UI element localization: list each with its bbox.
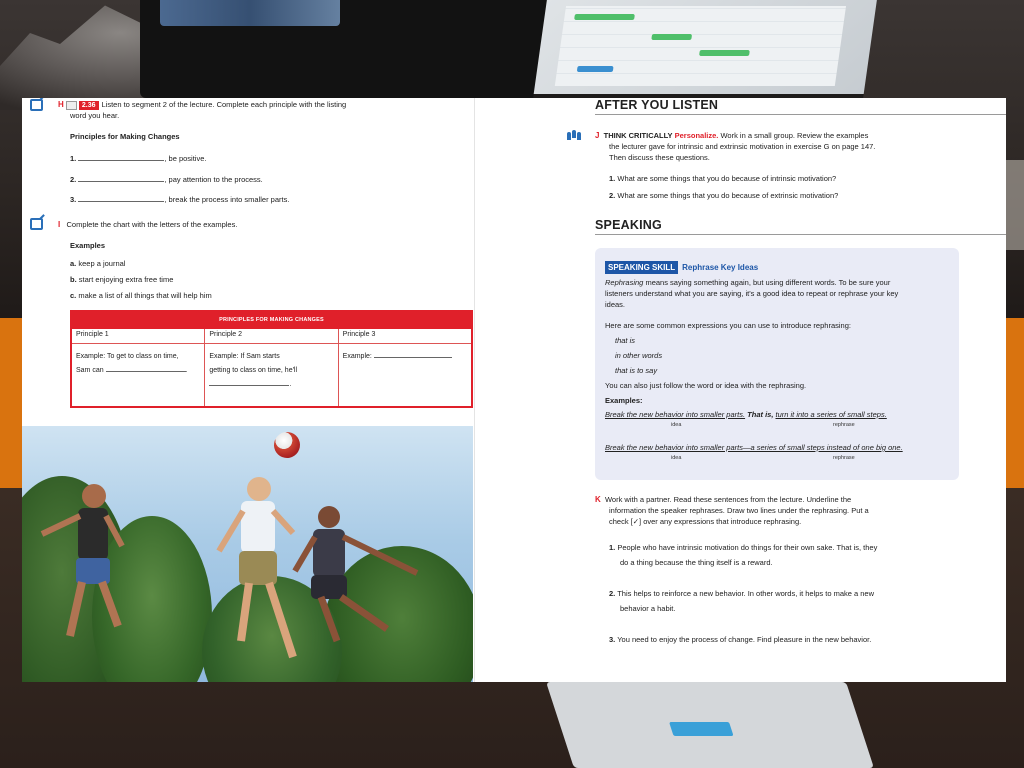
exercise-k: K Work with a partner. Read these sentences from the lecture. Underline the: [595, 495, 852, 504]
chart-column: Principle 2 Example: If Sam starts getting to class on time, he'll .: [205, 329, 338, 406]
skill-title: Rephrase Key Ideas: [682, 263, 759, 272]
right-page: [474, 98, 1006, 682]
principles-chart: [70, 310, 473, 408]
list-item: 1. , be positive.: [70, 154, 207, 163]
chart-column: Principle 1 Example: To get to class on time, Sam can .: [72, 329, 205, 406]
chart-column-head: Principle 1: [72, 329, 204, 344]
chart-header: PRINCIPLES FOR MAKING CHANGES: [72, 312, 471, 329]
sentence-item: 2. This helps to reinforce a new behavior. In other words, it helps to make a new: [609, 589, 875, 598]
exercise-instruction-cont: check [✓] over any expressions that introduce rephrasing.: [609, 517, 802, 526]
background-dock: [160, 0, 340, 26]
skill-example: Break the new behavior into smaller parts—a series of small steps instead of one big one.: [605, 443, 903, 452]
idea-label: idea: [671, 422, 682, 428]
skill-paragraph-line: ideas.: [605, 300, 626, 309]
exercise-j: J THINK CRITICALLY Personalize. Work in a small group. Review the examples: [595, 131, 869, 140]
left-page: [22, 98, 474, 682]
examples-label: Examples:: [605, 396, 643, 405]
list-item: 3. , break the process into smaller parts.: [70, 195, 290, 204]
answer-blank[interactable]: [374, 351, 452, 358]
answer-blank[interactable]: [106, 365, 186, 372]
background-laptop: [533, 0, 877, 98]
background-tablet: [546, 682, 874, 768]
audio-track-badge[interactable]: 2.36: [79, 101, 99, 110]
group-work-icon: [567, 130, 580, 140]
example-item: c. make a list of all things that will help him: [70, 291, 212, 300]
example-item: b. start enjoying extra free time: [70, 275, 174, 284]
answer-blank[interactable]: [78, 154, 164, 161]
rephrase-label: rephrase: [833, 422, 855, 428]
section-heading-after-you-listen: AFTER YOU LISTEN: [595, 98, 719, 112]
exercise-instruction-cont: information the speaker rephrases. Draw two lines under the rephrasing. Put a: [609, 506, 869, 515]
exercise-h: [58, 100, 458, 110]
chart-column-head: Principle 3: [339, 329, 471, 344]
examples-heading: Examples: [70, 241, 106, 250]
skill-paragraph: Rephrasing means saying something again, but using different words. To be sure your: [605, 278, 891, 287]
player-figure: [32, 476, 142, 682]
sentence-item-line: behavior a habit.: [620, 604, 676, 613]
soccer-players-photo: [22, 426, 473, 682]
audio-icon[interactable]: [66, 101, 77, 110]
question-item: 2. What are some things that you do because of extrinsic motivation?: [609, 191, 839, 200]
rephrase-label: rephrase: [833, 455, 855, 461]
section-divider: [595, 234, 1006, 235]
subheading: Principles for Making Changes: [70, 132, 180, 141]
section-divider: [595, 114, 1006, 115]
skill-paragraph-line: listeners understand what you are saying, it's a good idea to repeat or rephrase your key: [605, 289, 899, 298]
pencil-write-icon: [30, 99, 43, 111]
follow-text: You can also just follow the word or idea with the rephrasing.: [605, 381, 807, 390]
textbook-spread: [22, 98, 1006, 682]
skill-tag: SPEAKING SKILL: [605, 261, 678, 274]
sentence-item: 1. People who have intrinsic motivation do things for their own sake. That is, they: [609, 543, 878, 552]
pencil-write-icon: [30, 218, 43, 230]
speaking-skill-box: [595, 248, 959, 480]
answer-blank[interactable]: [78, 175, 164, 182]
answer-blank[interactable]: [78, 195, 164, 202]
skill-example: Break the new behavior into smaller parts. That is, turn it into a series of small steps.: [605, 410, 887, 419]
answer-blank[interactable]: [209, 379, 289, 386]
list-item: 2. , pay attention to the process.: [70, 175, 263, 184]
exercise-instruction-cont: word you hear.: [70, 111, 120, 120]
exercise-instruction-cont: Then discuss these questions.: [609, 153, 710, 162]
expression-item: that is: [615, 336, 636, 345]
expression-item: in other words: [615, 351, 663, 360]
sentence-item-line: do a thing because the thing itself is a reward.: [620, 558, 773, 567]
exercise-instruction-cont: the lecturer gave for intrinsic and extrinsic motivation in exercise G on page 147.: [609, 142, 876, 151]
player-figure: [277, 501, 427, 676]
exercise-instruction: Listen to segment 2 of the lecture. Complete each principle with the listing: [101, 100, 347, 109]
chart-column: Principle 3 Example:: [339, 329, 471, 406]
example-item: a. keep a journal: [70, 259, 126, 268]
idea-label: idea: [671, 455, 682, 461]
section-heading-speaking: SPEAKING: [595, 218, 662, 232]
expression-item: that is to say: [615, 366, 658, 375]
question-item: 1. What are some things that you do because of intrinsic motivation?: [609, 174, 837, 183]
exercise-letter: H: [58, 100, 64, 109]
sentence-item: 3. You need to enjoy the process of change. Find pleasure in the new behavior.: [609, 635, 872, 644]
expressions-intro: Here are some common expressions you can use to introduce rephrasing:: [605, 321, 851, 330]
chart-column-head: Principle 2: [205, 329, 337, 344]
soccer-ball: [272, 430, 302, 460]
exercise-i: I Complete the chart with the letters of the examples.: [58, 220, 238, 229]
